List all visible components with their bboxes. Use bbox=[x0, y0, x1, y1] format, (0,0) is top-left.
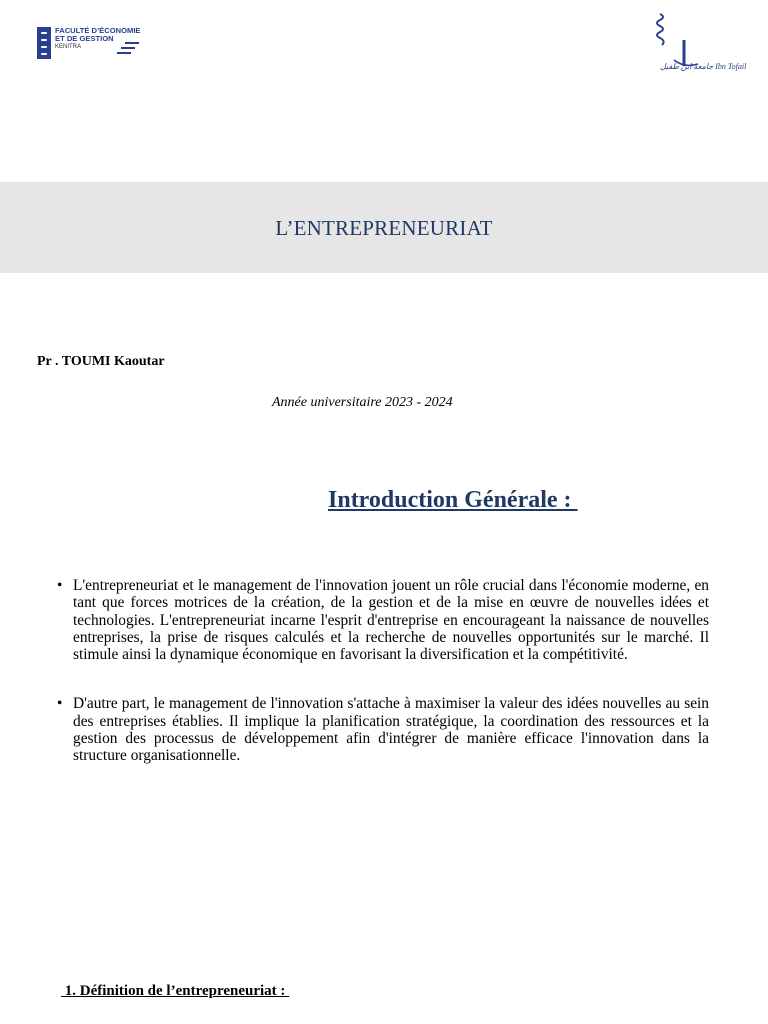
professor-name: Pr . TOUMI Kaoutar bbox=[37, 354, 165, 369]
section-heading: 1. Définition de l’entrepreneuriat : bbox=[61, 983, 290, 999]
academic-year: Année universitaire 2023 - 2024 bbox=[272, 395, 453, 410]
introduction-bullet-list bbox=[57, 577, 709, 765]
bullet-icon: • bbox=[57, 695, 63, 713]
faculty-logo-mark bbox=[37, 27, 51, 59]
university-logo bbox=[656, 10, 747, 76]
faculty-logo-dash bbox=[125, 42, 139, 44]
faculty-logo-line1: FACULTÉ D’ÉCONOMIE bbox=[55, 26, 141, 35]
faculty-logo-line2: ET DE GESTION bbox=[55, 34, 114, 43]
introduction-heading: Introduction Générale : bbox=[328, 487, 578, 513]
faculty-logo-dash bbox=[121, 47, 135, 49]
faculty-logo-line3: KENITRA bbox=[55, 44, 82, 50]
list-item bbox=[57, 577, 709, 663]
bullet-text: D'autre part, le management de l'innovation s'attache à maximiser la valeur des idées nouvelles au sein des entreprises établies. Il implique la planification stratégique, la coordination des ressources et la gestion des processus de développement afin d'intégrer de manière efficace l'innovation dans la structure organisationnelle. bbox=[73, 695, 709, 765]
document-title: L’ENTREPRENEURIAT bbox=[275, 216, 493, 240]
bullet-icon: • bbox=[57, 577, 63, 594]
faculty-logo-text bbox=[55, 27, 159, 51]
university-logo-caption: جامعة ابن طفيل Ibn Tofail bbox=[660, 62, 747, 71]
faculty-logo bbox=[37, 27, 147, 61]
faculty-logo-dash bbox=[117, 52, 131, 54]
list-item bbox=[57, 695, 709, 764]
bullet-text: L'entrepreneuriat et le management de l'innovation jouent un rôle crucial dans l'économie moderne, en tant que forces motrices de la création, de la gestion et de la mise en œuvre de nouvelles idées et technologies. L'entrepreneuriat incarne l'esprit d'entreprise en encourageant la naissance de nouvelles entreprises, la prise de risques calculés et la recherche de nouvelles opportunités sur le marché. Il stimule ainsi la dynamique économique en favorisant la diversification et la compétitivité. bbox=[73, 577, 709, 664]
title-band bbox=[0, 182, 768, 273]
